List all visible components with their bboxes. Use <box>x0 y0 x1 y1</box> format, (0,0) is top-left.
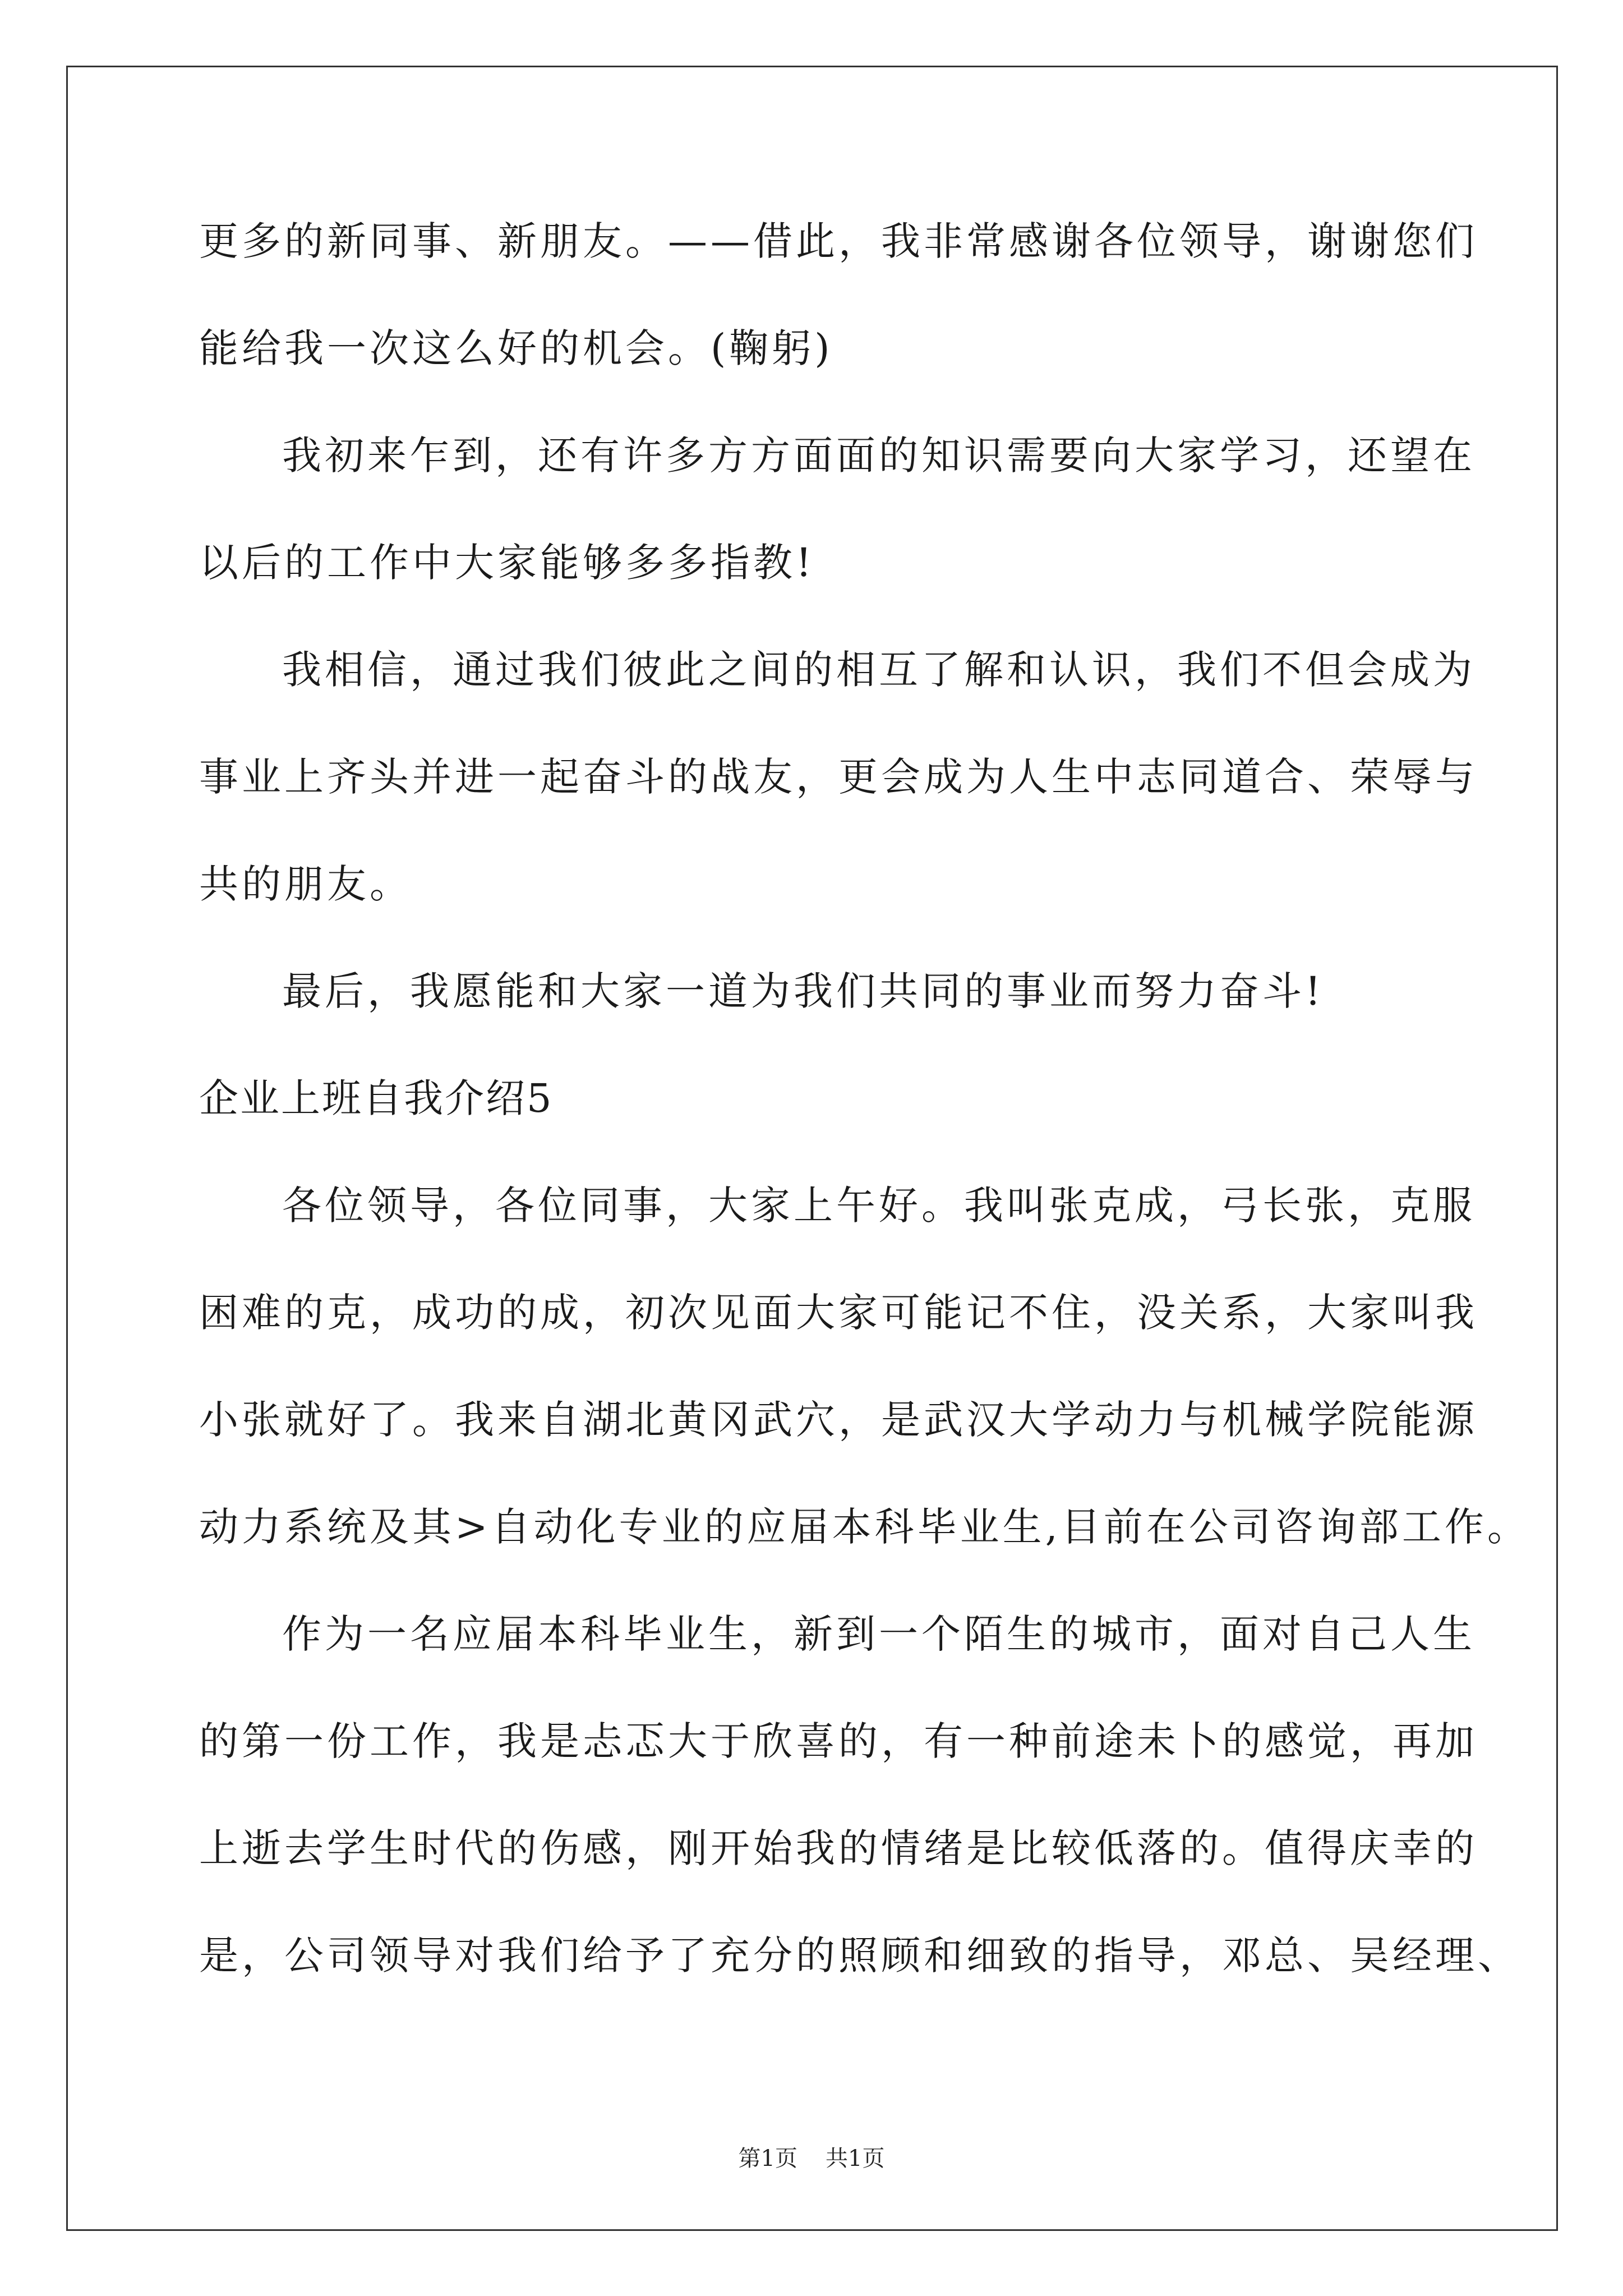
text-line: 事业上齐头并进一起奋斗的战友，更会成为人生中志同道合、荣辱与 <box>199 754 1478 800</box>
text-line: 更多的新同事、新朋友。——借此，我非常感谢各位领导，谢谢您们 <box>199 218 1478 264</box>
document-body <box>199 213 1530 2035</box>
text-line: 我初来乍到，还有许多方方面面的知识需要向大家学习，还望在 <box>282 432 1476 478</box>
text-line: 困难的克，成功的成，初次见面大家可能记不住，没关系，大家叫我 <box>199 1290 1478 1336</box>
text-line: 小张就好了。我来自湖北黄冈武穴，是武汉大学动力与机械学院能源 <box>199 1397 1478 1443</box>
page-footer <box>0 2142 1623 2175</box>
page-number: 第1页 <box>738 2146 797 2171</box>
text-line: 上逝去学生时代的伤感，刚开始我的情绪是比较低落的。值得庆幸的 <box>199 1825 1478 1871</box>
text-line: 各位领导，各位同事，大家上午好。我叫张克成，弓长张，克服 <box>282 1182 1476 1228</box>
text-line: 最后，我愿能和大家一道为我们共同的事业而努力奋斗! <box>282 968 1325 1014</box>
page-total: 共1页 <box>826 2146 885 2171</box>
text-line: 是，公司领导对我们给予了充分的照顾和细致的指导，邓总、吴经理、 <box>199 1932 1520 1978</box>
text-line: 能给我一次这么好的机会。(鞠躬) <box>199 325 833 371</box>
text-line: 动力系统及其>自动化专业的应届本科毕业生,目前在公司咨询部工作。 <box>199 1504 1530 1550</box>
text-line: 的第一份工作，我是忐忑大于欣喜的，有一种前途未卜的感觉，再加 <box>199 1718 1478 1764</box>
text-line: 作为一名应届本科毕业生，新到一个陌生的城市，面对自己人生 <box>282 1611 1476 1657</box>
text-line: 以后的工作中大家能够多多指教! <box>199 540 815 586</box>
text-line: 我相信，通过我们彼此之间的相互了解和认识，我们不但会成为 <box>282 647 1476 693</box>
section-heading: 企业上班自我介绍5 <box>199 1075 554 1121</box>
text-line: 共的朋友。 <box>199 861 412 907</box>
